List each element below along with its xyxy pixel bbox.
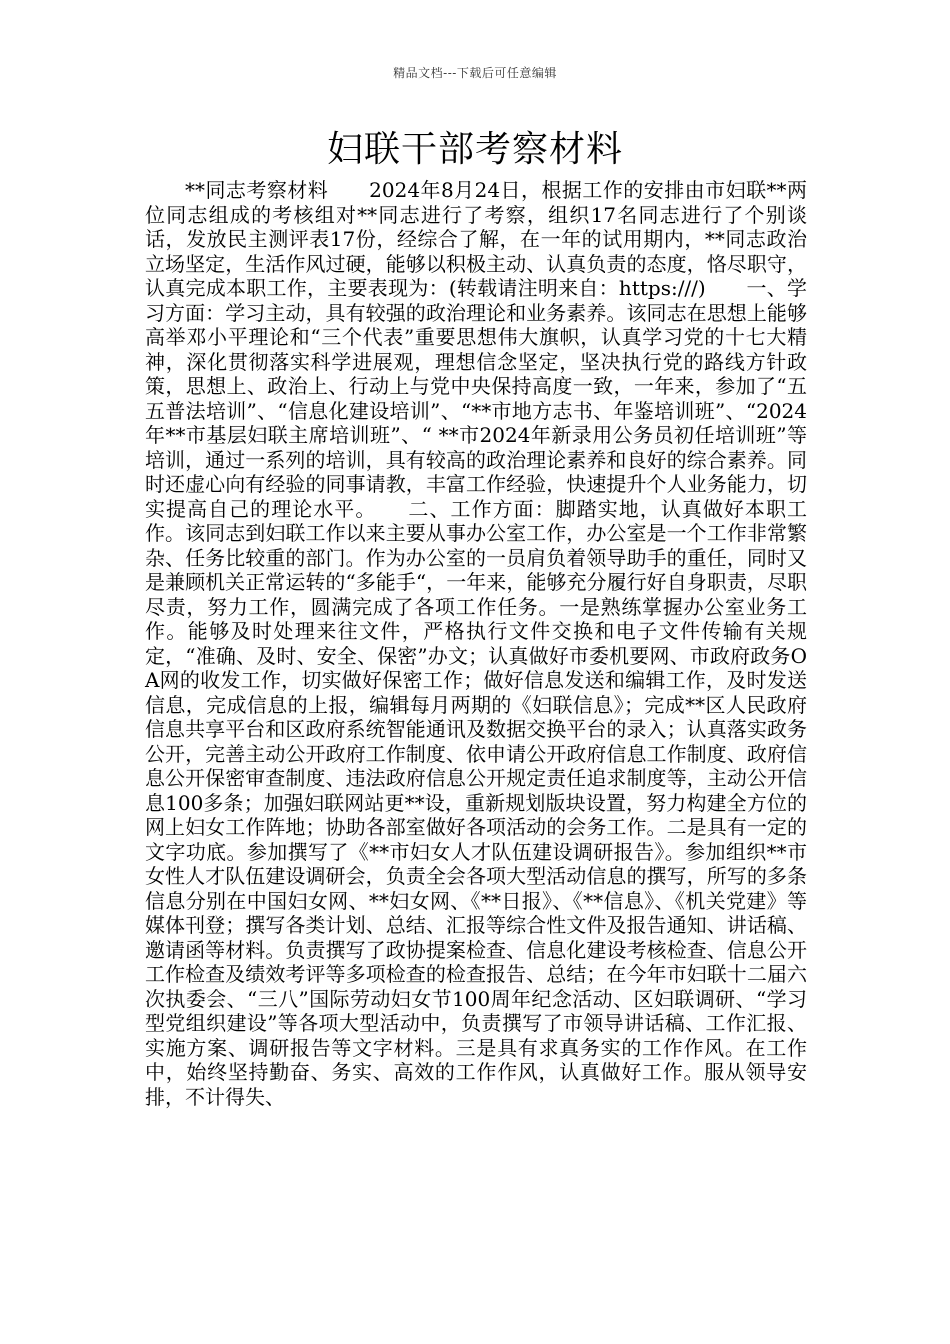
header-note: 精品文档---下载后可任意编辑 — [393, 66, 557, 80]
document-body: **同志考察材料 2024年8月24日，根据工作的安排由市妇联**两位同志组成的考核组对**同志进行了考察，组织17名同志进行了个别谈话，发放民主测评表17份，经综合了解，在一年的试用期内，**同志政治立场坚定，生活作风过硬，能够以积极主动、认真负责的态度，恪尽职守，认真完成本职工作，主要表现为：(转载请注明来自：https:///) 一、学习方面：学习主动，具有较强的政治理论和业务素养。该同志在思想上能够高举邓小平理论和“三个代表”重要思想伟大旗帜，认真学习党的十七大精神，深化贯彻落实科学进展观，理想信念坚定，坚决执行党的路线方针政策，思想上、政治上、行动上与党中央保持高度一致，一年来，参加了“五五普法培训”、“信息化建设培训”、“**市地方志书、年鉴培训班”、“2024年**市基层妇联主席培训班”、“ **市2024年新录用公务员初任培训班”等培训，通过一系列的培训，具有较高的政治理论素养和良好的综合素养。同时还虚心向有经验的同事请教，丰富工作经验，快速提升个人业务能力，切实提高自己的理论水平。 二、工作方面：脚踏实地，认真做好本职工作。该同志到妇联工作以来主要从事办公室工作，办公室是一个工作非常繁杂、任务比较重的部门。作为办公室的一员肩负着领导助手的重任，同时又是兼顾机关正常运转的“多能手“，一年来，能够充分履行好自身职责，尽职尽责，努力工作，圆满完成了各项工作任务。一是熟练掌握办公室业务工作。能够及时处理来往文件，严格执行文件交换和电子文件传输有关规定，“准确、及时、安全、保密”办文；认真做好市委机要网、市政府政务OA网的收发工作，切实做好保密工作；做好信息发送和编辑工作，及时发送信息，完成信息的上报，编辑每月两期的《妇联信息》；完成**区人民政府信息共享平台和区政府系统智能通讯及数据交换平台的录入；认真落实政务公开，完善主动公开政府工作制度、依申请公开政府信息工作制度、政府信息公开保密审查制度、违法政府信息公开规定责任追求制度等，主动公开信息100多条；加强妇联网站更**设，重新规划版块设置，努力构建全方位的网上妇女工作阵地；协助各部室做好各项活动的会务工作。二是具有一定的文字功底。参加撰写了《**市妇女人才队伍建设调研报告》。参加组织**市女性人才队伍建设调研会，负责全会各项大型活动信息的撰写，所写的多条信息分别在中国妇女网、**妇女网、《**日报》、《**信息》、《机关党建》等媒体刊登；撰写各类计划、总结、汇报等综合性文件及报告通知、讲话稿、邀请函等材料。负责撰写了政协提案检查、信息化建设考核检查、信息公开工作检查及绩效考评等多项检查的检查报告、总结；在今年市妇联十二届六次执委会、“三八”国际劳动妇女节100周年纪念活动、区妇联调研、“学习型党组织建设”等各项大型活动中，负责撰写了市领导讲话稿、工作汇报、实施方案、调研报告等文字材料。三是具有求真务实的工作作风。在工作中，始终坚持勤奋、务实、高效的工作作风，认真做好工作。服从领导安排，不计得失、 — [145, 178, 807, 1109]
document-title: 妇联干部考察材料 — [326, 129, 623, 170]
